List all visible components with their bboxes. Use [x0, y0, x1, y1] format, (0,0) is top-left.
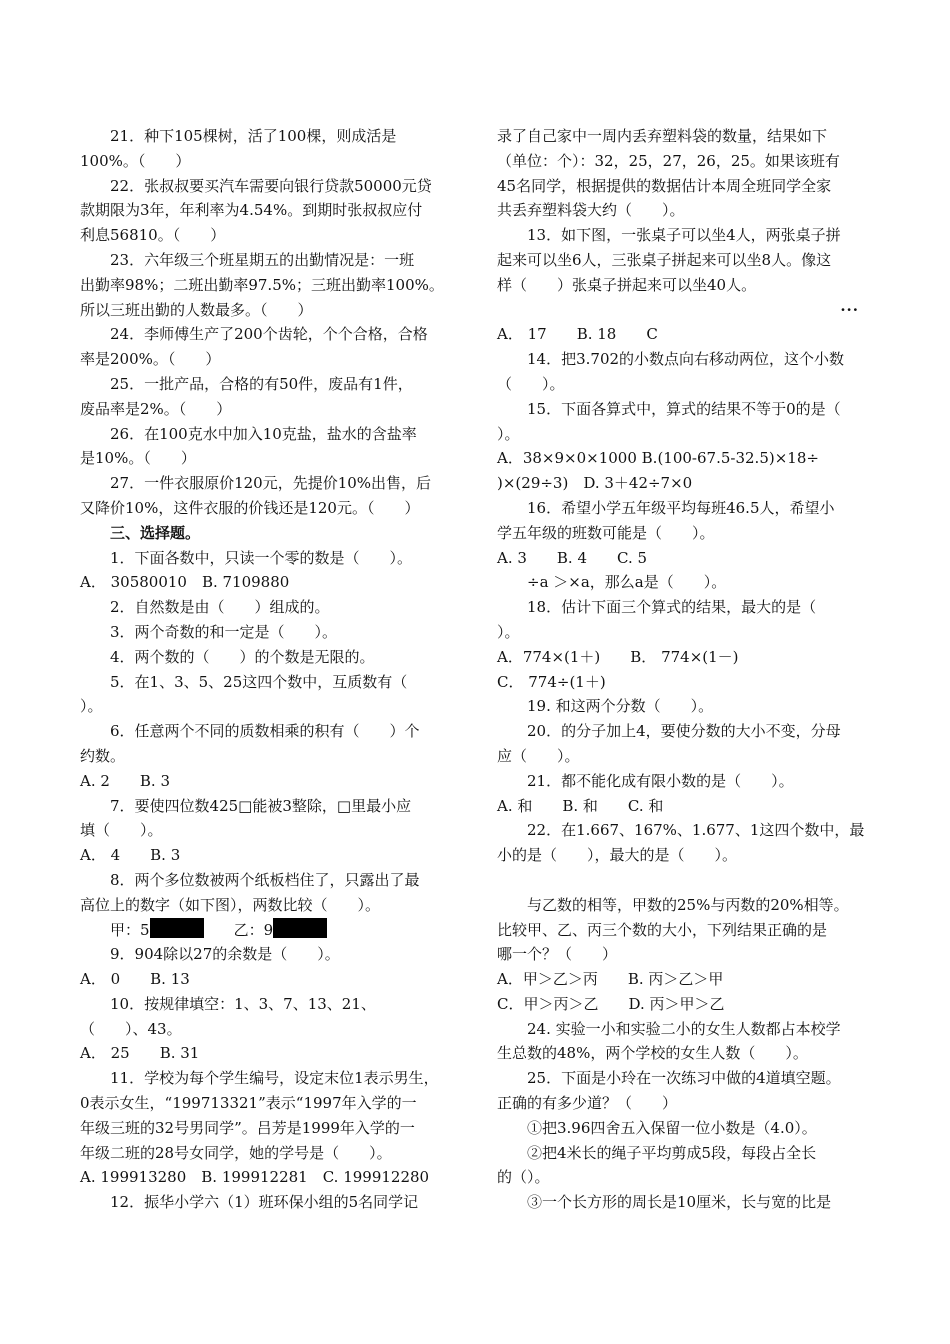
text-line: 25．下面是小玲在一次练习中做的4道填空题。	[527, 1069, 841, 1088]
text-line: （ ）、43。	[80, 1019, 182, 1038]
text-line: 26．在100克水中加入10克盐，盐水的含盐率	[110, 424, 417, 443]
text-line: 10．按规律填空：1、3、7、13、21、	[110, 994, 376, 1013]
text-line: 所以三班出勤的人数最多。（ ）	[80, 300, 313, 319]
left-column	[80, 124, 466, 1215]
text-line: 出勤率98%；二班出勤率97.5%；三班出勤率100%。	[80, 275, 444, 294]
text-line: 100%。（ ）	[80, 151, 191, 170]
text-line: 2．自然数是由（ ）组成的。	[110, 598, 330, 617]
text-line: 生总数的48%，两个学校的女生人数（ ）。	[497, 1044, 808, 1063]
text-line: )×(29÷3) D. 3＋42÷7×0	[497, 474, 693, 493]
text-line: 24. 实验一小和实验二小的女生人数都占本校学	[527, 1019, 841, 1038]
text-line: A． 4 B. 3	[80, 846, 181, 865]
text-line: 填（ ）。	[80, 821, 163, 840]
text-line: 起来可以坐6人，三张桌子拼起来可以坐8人。像这	[497, 250, 832, 269]
text-line: A．38×9×0×1000 B.(100-67.5-32.5)×18÷	[497, 449, 819, 468]
text-line: 哪一个？（ ）	[497, 945, 618, 964]
text-line: 45名同学，根据提供的数据估计本周全班同学全家	[497, 176, 832, 195]
text-line: 年级二班的28号女同学，她的学号是（ ）。	[80, 1143, 392, 1162]
text-line: ）。	[497, 622, 520, 641]
text-line: 7．要使四位数425□能被3整除，□里最小应	[110, 796, 412, 815]
section-heading: 三、选择题。	[110, 523, 201, 542]
text-line: ③一个长方形的周长是10厘米，长与宽的比是	[527, 1193, 832, 1212]
text-line: 3．两个奇数的和一定是（ ）。	[110, 622, 338, 641]
text-line: 录了自己家中一周内丢弃塑料袋的数量，结果如下	[497, 127, 828, 145]
text-line: A. 和 B. 和 C. 和	[497, 796, 664, 815]
text-line: 又降价10%，这件衣服的价钱还是120元。（ ）	[80, 498, 420, 517]
text-line: ）。	[497, 424, 520, 443]
text-line: 22．张叔叔要买汽车需要向银行贷款50000元贷	[110, 176, 432, 195]
text-line: A． 30580010 B. 7109880	[80, 573, 290, 592]
text-line: 9．904除以27的余数是（ ）。	[110, 945, 340, 964]
text-line: 利息56810。（ ）	[80, 226, 226, 245]
text-line: ①把3.96四舍五入保留一位小数是（4.0）。	[527, 1118, 817, 1137]
text-line: 18．估计下面三个算式的结果，最大的是（	[527, 598, 817, 617]
text-line: 13．如下图，一张桌子可以坐4人，两张桌子拼	[527, 226, 841, 245]
text-line: 1．下面各数中，只读一个零的数是（ ）。	[110, 548, 413, 567]
text-line: 款期限为3年，年利率为4.54%。到期时张叔叔应付	[80, 201, 423, 220]
text-line: 6．任意两个不同的质数相乘的积有（ ）个	[110, 722, 420, 741]
text-line: 共丢弃塑料袋大约（ ）。	[497, 201, 685, 220]
text-line: 样（ ）张桌子拼起来可以坐40人。	[497, 275, 757, 294]
text-line: 比较甲、乙、丙三个数的大小，下列结果正确的是	[497, 920, 828, 939]
text-line: 27．一件衣服原价120元，先提价10%出售，后	[110, 474, 432, 493]
cardboard-cover-yi	[273, 918, 327, 938]
text-line: ②把4米长的绳子平均剪成5段，每段占全长	[527, 1143, 817, 1162]
text-line: 高位上的数字（如下图），两数比较（ ）。	[80, 895, 381, 914]
text-line: 的（）。	[497, 1168, 550, 1187]
text-line: 8．两个多位数被两个纸板档住了，只露出了最	[110, 870, 420, 889]
number-jia-label: 甲：5	[110, 920, 150, 939]
text-line: 11．学校为每个学生编号，设定末位1表示男生，	[110, 1069, 439, 1088]
text-line: A． 0 B. 13	[80, 970, 190, 989]
text-line: 废品率是2%。（ ）	[80, 399, 232, 418]
text-line: A．甲＞乙＞丙 B. 丙＞乙＞甲	[497, 970, 724, 989]
text-line: 15．下面各算式中，算式的结果不等于0的是（	[527, 399, 841, 418]
text-line: C．甲＞丙＞乙 D. 丙＞甲＞乙	[497, 994, 725, 1013]
right-column	[497, 124, 881, 1215]
text-line: 正确的有多少道？（ ）	[497, 1094, 678, 1113]
text-line: 4．两个数的（ ）的个数是无限的。	[110, 647, 375, 666]
cardboard-cover-jia	[150, 918, 204, 938]
text-line: 21．种下105棵树，活了100棵，则成活是	[110, 127, 397, 145]
text-line: 12．振华小学六（1）班环保小组的5名同学记	[110, 1193, 419, 1212]
covered-numbers	[80, 918, 466, 943]
text-line: 年级三班的32号男同学”。吕芳是1999年入学的一	[80, 1118, 415, 1137]
text-line: A. 199913280 B. 199912281 C. 199912280	[80, 1168, 430, 1187]
text-line: 14．把3.702的小数点向右移动两位，这个小数	[527, 350, 845, 369]
text-line: 23．六年级三个班星期五的出勤情况是：一班	[110, 250, 415, 269]
text-line: 16．希望小学五年级平均每班46.5人，希望小	[527, 498, 835, 517]
text-line: 21．都不能化成有限小数的是（ ）。	[527, 771, 794, 790]
text-line: A. 2 B. 3	[80, 771, 171, 790]
text-line: 5．在1、3、5、25这四个数中，互质数有（	[110, 672, 408, 691]
text-line: 是10%。（ ）	[80, 449, 196, 468]
number-yi-label: 乙：9	[233, 920, 274, 939]
text-line: 20．的分子加上4，要使分数的大小不变，分母	[527, 722, 841, 741]
text-line: 22．在1.667、167%、1.677、1这四个数中，最	[527, 821, 865, 840]
text-line: A. 3 B. 4 C. 5	[497, 548, 648, 567]
text-line: A．774×(1＋) B． 774×(1－)	[497, 647, 739, 666]
text-line: 约数。	[80, 746, 126, 765]
text-line: C． 774÷(1＋)	[497, 672, 606, 691]
text-line: 25．一批产品，合格的有50件，废品有1件，	[110, 374, 413, 393]
text-line: 学五年级的班数可能是（ ）。	[497, 523, 715, 542]
text-line: 应（ ）。	[497, 746, 580, 765]
text-line: A． 17 B. 18 C	[497, 325, 658, 344]
figure-ellipsis: ···	[840, 300, 859, 319]
text-line: 19. 和这两个分数（ ）。	[527, 697, 714, 716]
text-line: ÷a ＞×a，那么a是（ ）。	[527, 573, 727, 592]
text-line: A． 25 B. 31	[80, 1044, 200, 1063]
text-line: （单位：个）：32，25，27，26，25。如果该班有	[497, 151, 840, 170]
text-line: 与乙数的相等，甲数的25%与丙数的20%相等。	[527, 895, 849, 914]
text-line: 0表示女生，“199713321”表示“1997年入学的一	[80, 1094, 417, 1113]
text-line: 小的是（ ），最大的是（ ）。	[497, 846, 738, 865]
blank-line	[497, 868, 881, 893]
text-line: 24．李师傅生产了200个齿轮，个个合格，合格	[110, 325, 428, 344]
text-line: （ ）。	[497, 374, 565, 393]
text-line: 率是200%。（ ）	[80, 350, 221, 369]
text-line: ）。	[80, 697, 103, 716]
